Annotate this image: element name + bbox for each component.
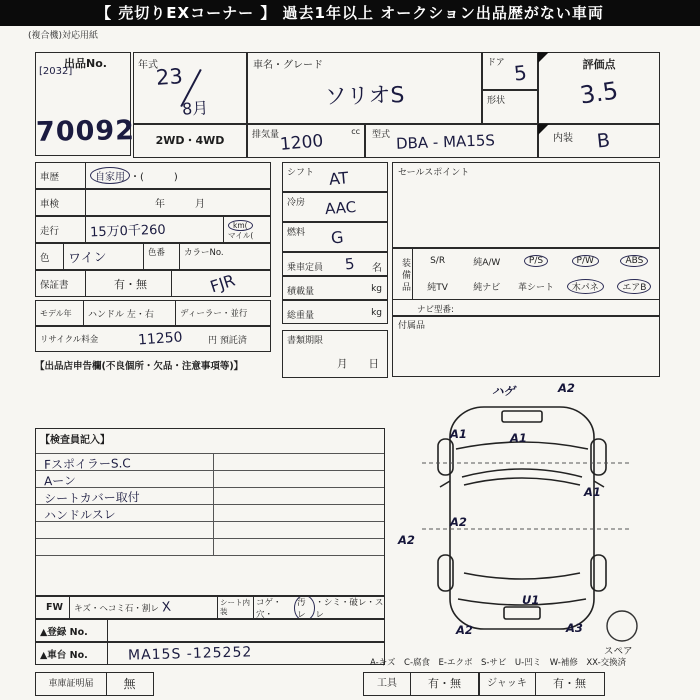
paper-note: (複合機)対応用紙 xyxy=(28,31,99,41)
ac-box xyxy=(282,192,388,222)
ac-value: AAC xyxy=(324,197,357,219)
model-code-box xyxy=(365,124,538,158)
shift-box xyxy=(282,162,388,192)
corner-mark xyxy=(538,124,549,135)
warranty-row xyxy=(35,270,271,297)
color-value-cell xyxy=(64,244,144,269)
fuel-box xyxy=(282,222,388,252)
garage-cert-value: 無 xyxy=(106,672,154,696)
docs-value: 月 日 xyxy=(337,358,379,370)
interior-value: B xyxy=(595,129,612,153)
mileage-unit xyxy=(224,217,270,242)
banner: 【 売切りEXコーナー 】 過去1年以上 オークション出品歴がない車両 xyxy=(0,0,700,26)
interior-label: 内装 xyxy=(553,133,573,144)
garage-cert-label: 車庫証明届 xyxy=(35,672,107,696)
registration-row xyxy=(35,619,385,642)
shape-label: 形状 xyxy=(487,96,506,106)
equip-item-woodpanel: 木パネ xyxy=(567,279,604,294)
spare-label: スペア xyxy=(604,646,633,657)
history-label: 車歴 xyxy=(36,163,86,188)
registration-label: ▲登録 No. xyxy=(36,620,108,641)
damage-marks xyxy=(392,377,664,661)
equipment-grid xyxy=(413,249,659,299)
model-code-value: DBA - MA15S xyxy=(395,131,496,153)
jack-label: ジャッキ xyxy=(478,672,536,696)
load-unit: kg xyxy=(371,284,382,294)
color-row xyxy=(35,243,271,270)
damage-legend: A-キズ C-腐食 E-エクボ S-サビ U-凹ミ W-補修 XX-交換済 xyxy=(370,658,627,668)
mileage-unit-mile: マイル( xyxy=(228,230,254,240)
load-label: 積載量 xyxy=(287,287,315,297)
equipment-box xyxy=(392,248,660,300)
car-name-label: 車名・グレード xyxy=(253,60,323,71)
chassis-label: ▲車台 No. xyxy=(36,643,108,664)
damage-mark: A2 xyxy=(450,515,467,529)
sales-point-label: セールスポイント xyxy=(398,168,470,178)
capacity-label: 乗車定員 xyxy=(287,263,324,273)
seller-note-label: 【出品店申告欄(不良個所・欠品・注意事項等)】 xyxy=(35,361,244,372)
damage-mark: U1 xyxy=(522,593,540,607)
capacity-unit: 名 xyxy=(372,263,382,274)
fw-label: FW xyxy=(36,597,70,618)
capacity-box xyxy=(282,252,388,276)
lot-stamp: [2032] xyxy=(39,66,73,77)
damage-mark: A1 xyxy=(510,431,527,445)
equipment-label: 装備品 xyxy=(393,249,413,299)
seat-options-cell xyxy=(254,597,384,618)
damage-mark: A2 xyxy=(398,533,415,547)
equip-item-aw: 純A/W xyxy=(473,257,501,268)
docs-box xyxy=(282,330,388,378)
warranty-value: 有・無 xyxy=(86,271,172,296)
fw-mark: X xyxy=(161,599,172,616)
recycle-value-cell xyxy=(112,327,204,351)
color-no-label: 色番 xyxy=(144,244,180,269)
weight-unit: kg xyxy=(371,308,382,318)
equip-item-leather: 革シート xyxy=(517,282,554,293)
handle-label: ハンドル 左・右 xyxy=(84,301,176,325)
mileage-unit-km: km( xyxy=(228,220,253,231)
inspector-title: 【検査員記入】 xyxy=(40,435,110,446)
model-year-row xyxy=(35,300,271,326)
color-no2-label: カラーNo. xyxy=(184,248,224,258)
damage-mark: A2 xyxy=(558,381,575,395)
fuel-label: 燃料 xyxy=(287,228,306,238)
chassis-value-cell xyxy=(108,643,384,664)
lot-box xyxy=(35,52,136,156)
seat-options-post: ・シミ・破レ・スレ xyxy=(315,597,384,618)
damage-mark: A1 xyxy=(584,485,601,499)
car-name-value: ソリオS xyxy=(324,82,405,111)
month-value: 8月 xyxy=(181,98,209,119)
interior-box xyxy=(538,124,660,158)
equip-item-ps: P/S xyxy=(524,255,548,267)
color-label: 色 xyxy=(36,244,64,269)
warranty-note-cell xyxy=(172,271,270,296)
history-value xyxy=(86,163,270,188)
history-rest: ・( ) xyxy=(130,172,178,183)
seat-label: シート内装 xyxy=(218,597,254,618)
mileage-row xyxy=(35,216,271,243)
inspector-note: ハンドルスレ xyxy=(43,507,116,523)
recycle-label: リサイクル料金 xyxy=(40,335,99,345)
displacement-value: 1200 xyxy=(279,131,325,155)
navi-model-box xyxy=(392,299,660,317)
recycle-row xyxy=(35,326,271,352)
lot-label: 出品No. xyxy=(64,57,107,70)
model-code-label: 型式 xyxy=(372,130,391,140)
capacity-value: 5 xyxy=(344,254,356,274)
accessory-label: 付属品 xyxy=(398,321,426,331)
ac-label: 冷房 xyxy=(287,198,306,208)
damage-mark: A2 xyxy=(456,623,473,637)
history-circled: 自家用 xyxy=(90,167,130,184)
year-value: 23 xyxy=(155,64,184,90)
inspection-value: 年 月 xyxy=(155,199,205,210)
inspector-note: FスポイラーS.C xyxy=(43,456,131,472)
history-row xyxy=(35,162,271,189)
shape-box xyxy=(482,90,538,124)
drive-box: 2WD・4WD xyxy=(133,124,247,158)
seat-options-circled: 汚レ xyxy=(294,597,315,618)
inspector-note: シートカバー取付 xyxy=(43,490,140,506)
fw-options: キズ・ヘコミ石・割レ xyxy=(74,603,159,614)
fuel-value: G xyxy=(330,227,345,248)
tools-value: 有・無 xyxy=(410,672,480,696)
load-box xyxy=(282,276,388,300)
door-label: ドア xyxy=(487,58,505,68)
inspector-rules xyxy=(36,453,384,556)
score-box xyxy=(538,52,660,124)
mileage-label: 走行 xyxy=(36,217,86,242)
equip-item-sr: S/R xyxy=(430,256,446,266)
fw-row xyxy=(35,596,385,619)
displacement-label: 排気量 xyxy=(252,130,280,140)
year-box xyxy=(133,52,247,124)
weight-label: 総重量 xyxy=(287,311,315,321)
shift-label: シフト xyxy=(287,168,315,178)
chassis-row xyxy=(35,642,385,665)
year-label: 年式 xyxy=(138,60,158,71)
inspector-box xyxy=(35,428,385,596)
damage-mark: ハゲ xyxy=(492,384,515,398)
weight-box xyxy=(282,300,388,324)
score-label: 評価点 xyxy=(582,58,616,71)
seat-options-pre: コゲ・穴・ xyxy=(256,597,282,618)
sales-point-box xyxy=(392,162,660,248)
inspection-row xyxy=(35,189,271,216)
equip-item-tv: 純TV xyxy=(427,282,448,293)
chassis-value: MA15S -125252 xyxy=(127,643,253,664)
displacement-unit: cc xyxy=(351,127,360,136)
tools-label: 工具 xyxy=(363,672,411,696)
model-year-label: モデル年 xyxy=(36,301,84,325)
mileage-value: 15万0千260 xyxy=(89,222,166,241)
dealer-label: ディーラー・並行 xyxy=(180,309,248,319)
inspection-label: 車検 xyxy=(36,190,86,215)
shift-value: AT xyxy=(328,168,350,189)
car-name-box xyxy=(247,52,482,124)
equip-item-abs: ABS xyxy=(620,255,648,267)
equip-item-navi: 純ナビ xyxy=(473,282,501,293)
recycle-value: 11250 xyxy=(137,329,183,349)
equip-item-pw: P/W xyxy=(572,255,599,267)
damage-mark: A1 xyxy=(450,427,467,441)
lot-number: 70092 xyxy=(35,115,136,148)
warranty-label: 保証書 xyxy=(36,271,86,296)
inspector-divider xyxy=(213,453,214,555)
equip-item-airbag: エアB xyxy=(617,279,651,294)
fw-options-cell xyxy=(70,597,218,618)
color-value: ワイン xyxy=(67,249,108,267)
door-value: 5 xyxy=(513,60,529,86)
damage-mark: A3 xyxy=(566,621,583,635)
navi-model-label: ナビ型番: xyxy=(417,304,454,315)
accessory-box xyxy=(392,315,660,377)
registration-value xyxy=(108,620,384,641)
warranty-note: FJR xyxy=(208,271,238,296)
score-value: 3.5 xyxy=(578,76,620,110)
car-diagram xyxy=(392,377,664,661)
mileage-value-cell xyxy=(86,217,224,242)
recycle-unit: 円 預託済 xyxy=(208,335,247,346)
inspector-note: Aーン xyxy=(43,473,77,489)
docs-label: 書類期限 xyxy=(287,336,324,346)
door-box xyxy=(482,52,538,90)
displacement-box xyxy=(247,124,365,158)
jack-value: 有・無 xyxy=(535,672,605,696)
